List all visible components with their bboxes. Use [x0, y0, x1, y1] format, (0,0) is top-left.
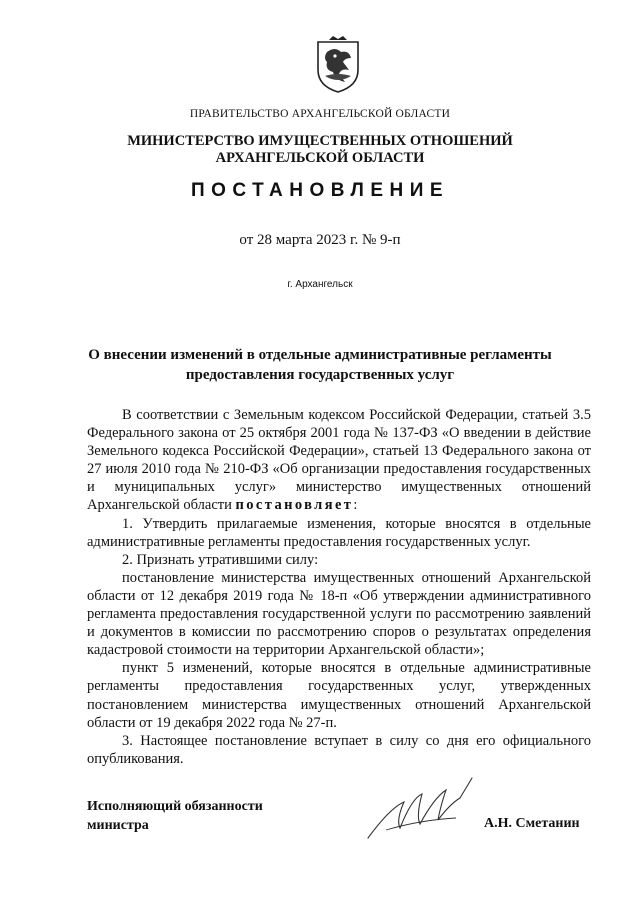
resolves-keyword: постановляет	[235, 497, 354, 514]
date-and-number: от 28 марта 2023 г. № 9-п	[239, 232, 401, 248]
document-body	[87, 406, 591, 768]
signatory-title	[87, 797, 263, 835]
subject-line2: предоставления государственных услуг	[185, 367, 455, 383]
city: г. Архангельск	[287, 279, 353, 290]
clause-3: 3. Настоящее постановление вступает в силу со дня его официального опубликования.	[87, 732, 591, 767]
government-name: ПРАВИТЕЛЬСТВО АРХАНГЕЛЬСКОЙ ОБЛАСТИ	[189, 108, 451, 120]
document-subject	[0, 345, 640, 385]
handwritten-signature-icon	[360, 768, 480, 848]
signatory-title-line2: министра	[87, 818, 149, 833]
clause-1: 1. Утвердить прилагаемые изменения, которые вносятся в отдельные административные регламенты предоставления государственных услуг.	[87, 515, 591, 550]
document-type: ПОСТАНОВЛЕНИЕ	[190, 180, 450, 201]
ministry-name	[0, 133, 640, 167]
clause-2-item-2: пункт 5 изменений, которые вносятся в отдельные административные регламенты предоставления государственных услуг, утвержденных постановлением министерства имущественных отношений Архангельской области от 19 декабря 2022 года № 27-п.	[87, 660, 591, 731]
signatory-title-line1: Исполняющий обязанности	[87, 799, 263, 814]
preamble-text: В соответствии с Земельным кодексом Российской Федерации, статьей 3.5 Федерального закона от 25 октября 2001 года № 137-ФЗ «О введении в действие Земельного кодекса Российской Федерации», статьей 13 Федерального закона от 27 июля 2010 года № 210-ФЗ «Об организации предоставления государственных и муниципальных услуг» министерство имущественных отношений Архангельской области	[87, 407, 591, 514]
preamble-paragraph	[87, 406, 591, 515]
ministry-name-line2: АРХАНГЕЛЬСКОЙ ОБЛАСТИ	[215, 150, 425, 166]
preamble-colon: :	[353, 497, 358, 514]
subject-line1: О внесении изменений в отдельные административные регламенты	[88, 347, 552, 363]
signatory-name: А.Н. Сметанин	[484, 816, 580, 831]
clause-2: 2. Признать утратившими силу:	[122, 551, 319, 568]
clause-2-item-1: постановление министерства имущественных отношений Архангельской области от 12 декабря 2019 года № 18-п «Об утверждении административного регламента предоставления государственной услуги по рассмотрению заявлений и документов в комиссии по рассмотрению споров о результатах определения кадастровой стоимости на территории Архангельской области»;	[87, 569, 591, 659]
arkhangelsk-coat-of-arms-icon	[315, 36, 361, 94]
ministry-name-line1: МИНИСТЕРСТВО ИМУЩЕСТВЕННЫХ ОТНОШЕНИЙ	[127, 133, 513, 149]
